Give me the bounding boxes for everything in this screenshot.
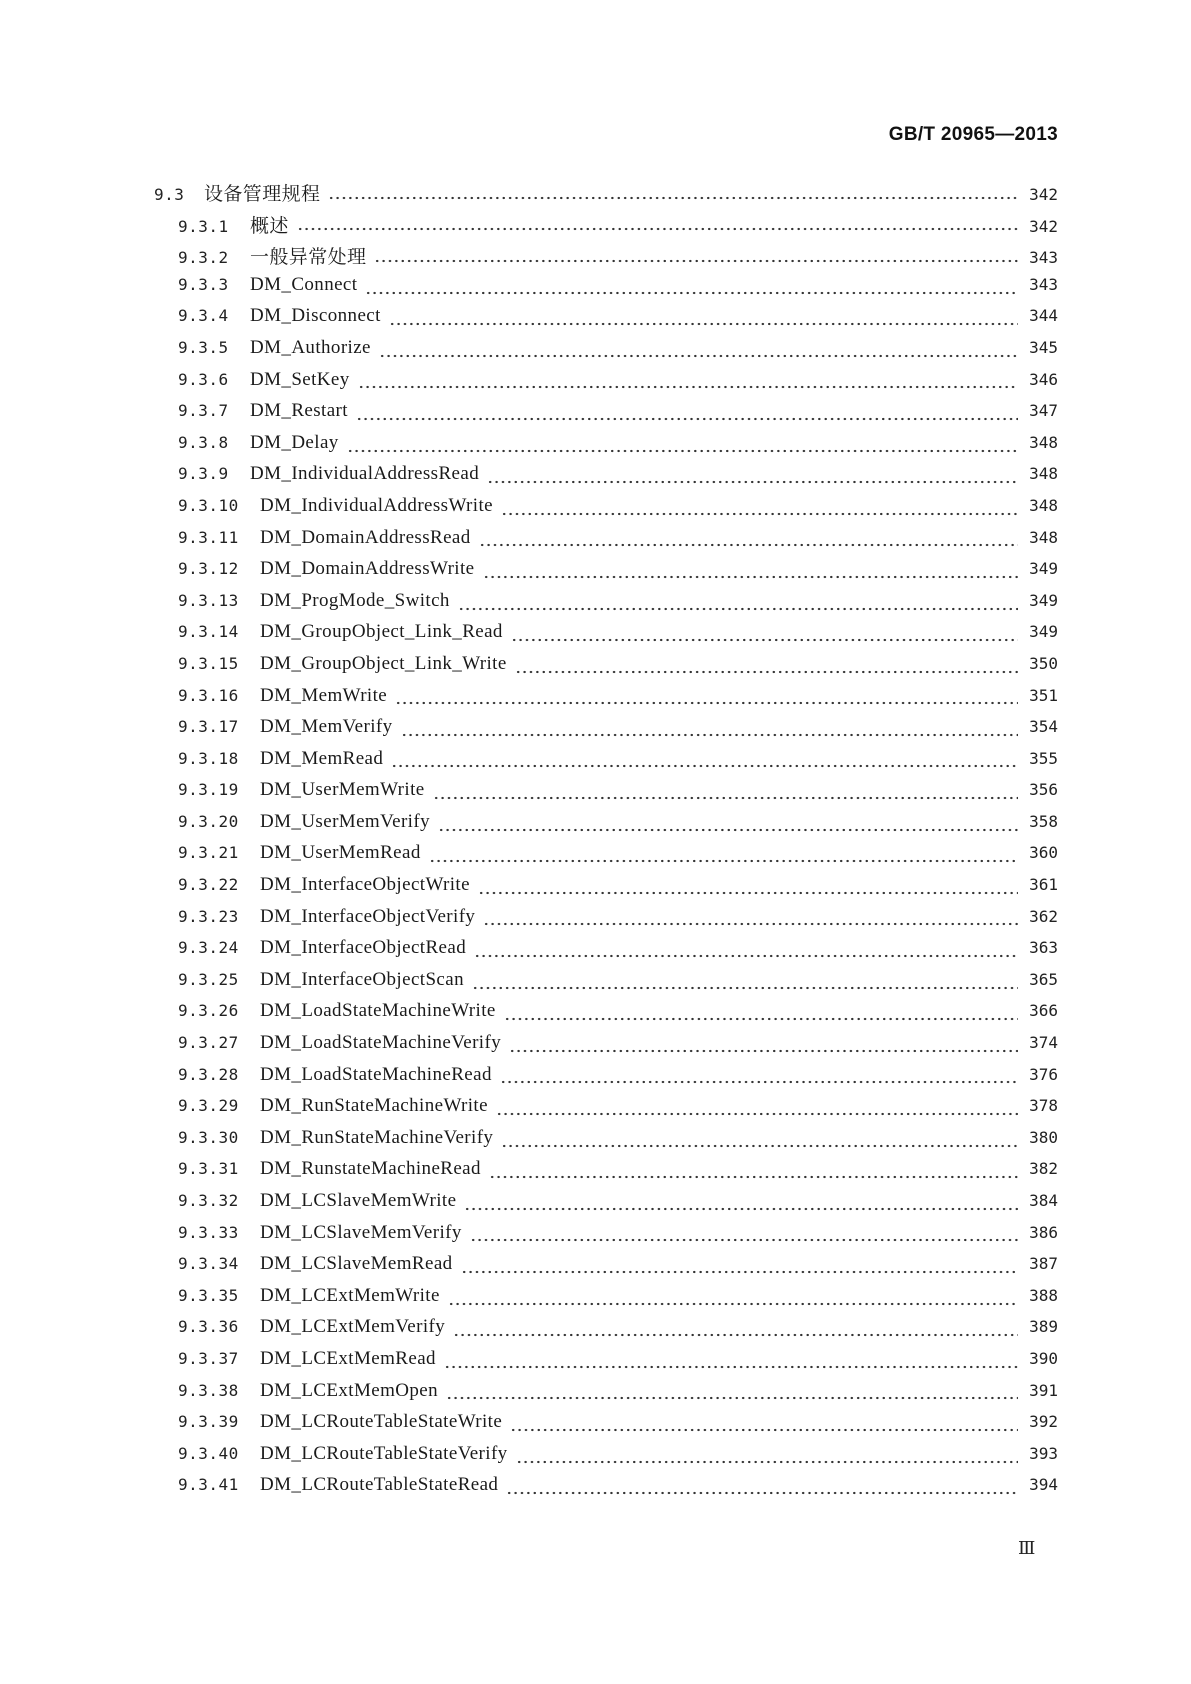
toc-entry-number: 9.3.24: [178, 938, 239, 958]
toc-entry-number: 9.3.32: [178, 1191, 239, 1210]
toc-entry-page: 349: [1029, 622, 1058, 642]
toc-entry-title: DM_Delay: [250, 431, 339, 453]
toc-dot-leader: [516, 1457, 1018, 1467]
toc-dot-leader: [479, 540, 1018, 550]
toc-entry-9-3-2[interactable]: [154, 242, 1058, 274]
toc-entry-number: 9.3.8: [178, 432, 229, 452]
toc-entry-9-3-35[interactable]: [154, 1285, 1058, 1317]
toc-entry-page: 358: [1029, 811, 1058, 831]
toc-entry-title: DM_LCRouteTableStateRead: [260, 1474, 499, 1496]
toc-entry-page: 394: [1029, 1475, 1058, 1495]
toc-entry-title: DM_LCRouteTableStateVerify: [260, 1442, 508, 1464]
toc-entry-9-3-8[interactable]: [154, 432, 1058, 464]
toc-entry-number: 9.3.41: [178, 1475, 239, 1495]
toc-entry-9-3-26[interactable]: [154, 1000, 1058, 1032]
toc-entry-9-3-34[interactable]: [154, 1253, 1058, 1285]
toc-entry-title: DM_Disconnect: [250, 305, 381, 327]
toc-entry-title: DM_Connect: [250, 273, 358, 295]
toc-dot-leader: [506, 1488, 1018, 1498]
toc-entry-title: DM_RunstateMachineRead: [260, 1158, 481, 1180]
toc-entry-page: 360: [1029, 843, 1058, 863]
toc-dot-leader: [365, 288, 1018, 298]
toc-dot-leader: [444, 1362, 1018, 1372]
toc-entry-page: 345: [1029, 337, 1058, 357]
toc-entry-title: DM_IndividualAddressRead: [250, 463, 480, 485]
toc-entry-title: DM_LCSlaveMemWrite: [260, 1190, 457, 1211]
toc-entry-9-3[interactable]: [154, 179, 1058, 211]
page-number: Ⅲ: [1018, 1538, 1036, 1558]
toc-entry-number: 9.3.20: [178, 811, 239, 831]
toc-entry-number: 9.3.10: [178, 495, 239, 515]
toc-entry-title: DM_LCSlaveMemRead: [260, 1253, 453, 1275]
toc-entry-title: 一般异常处理: [250, 247, 367, 269]
toc-dot-leader: [448, 1299, 1018, 1309]
toc-entry-9-3-29[interactable]: [154, 1095, 1058, 1127]
toc-entry-number: 9.3.3: [178, 274, 229, 294]
toc-entry-9-3-40[interactable]: [154, 1443, 1058, 1475]
toc-dot-leader: [509, 1046, 1018, 1056]
toc-entry-number: 9.3.5: [178, 337, 229, 357]
toc-entry-title: DM_UserMemVerify: [260, 810, 430, 832]
toc-entry-page: 392: [1029, 1412, 1058, 1432]
toc-entry-9-3-36[interactable]: [154, 1316, 1058, 1348]
toc-dot-leader: [446, 1393, 1018, 1403]
toc-dot-leader: [510, 1425, 1018, 1435]
toc-entry-page: 355: [1029, 748, 1058, 768]
toc-entry-page: 365: [1029, 969, 1058, 989]
toc-dot-leader: [496, 1109, 1018, 1119]
toc-entry-page: 343: [1029, 274, 1058, 294]
toc-entry-9-3-30[interactable]: [154, 1127, 1058, 1159]
toc-entry-number: 9.3.15: [178, 653, 239, 673]
toc-entry-title: DM_InterfaceObjectRead: [260, 937, 467, 959]
toc-entry-number: 9.3.36: [178, 1317, 239, 1337]
toc-entry-9-3-6[interactable]: [154, 369, 1058, 401]
toc-dot-leader: [458, 604, 1018, 614]
toc-entry-number: 9.3.7: [178, 401, 229, 421]
toc-entry-number: 9.3.29: [178, 1096, 239, 1116]
toc-dot-leader: [501, 509, 1018, 519]
toc-entry-page: 344: [1029, 306, 1058, 326]
toc-dot-leader: [438, 825, 1018, 835]
toc-entry-page: 387: [1029, 1254, 1058, 1274]
toc-entry-number: 9.3.9: [178, 464, 229, 484]
toc-dot-leader: [504, 1014, 1018, 1024]
toc-entry-number: 9.3.38: [178, 1380, 239, 1400]
toc-entry-page: 389: [1029, 1317, 1058, 1337]
toc-entry-number: 9.3.35: [178, 1285, 239, 1305]
toc-entry-title: DM_LCExtMemRead: [260, 1347, 436, 1369]
toc-entry-title: DM_LoadStateMachineRead: [260, 1063, 492, 1085]
toc-entry-title: DM_DomainAddressRead: [260, 526, 471, 548]
toc-entry-title: DM_LCSlaveMemVerify: [260, 1221, 462, 1243]
toc-entry-page: 378: [1029, 1096, 1058, 1116]
toc-entry-number: 9.3.34: [178, 1254, 239, 1274]
toc-entry-9-3-1[interactable]: [154, 211, 1058, 243]
toc-entry-number: 9.3.26: [178, 1001, 239, 1021]
toc-dot-leader: [461, 1267, 1018, 1277]
toc-entry-number: 9.3.33: [178, 1222, 239, 1242]
toc-entry-number: 9.3.40: [178, 1443, 239, 1463]
toc-entry-number: 9.3.4: [178, 306, 229, 326]
toc-entry-number: 9.3.21: [178, 843, 239, 863]
toc-entry-number: 9.3.17: [178, 717, 239, 737]
toc-dot-leader: [483, 572, 1019, 582]
toc-entry-number: 9.3.16: [178, 685, 239, 705]
toc-dot-leader: [395, 698, 1018, 708]
toc-entry-number: 9.3.28: [178, 1064, 239, 1084]
toc-entry-title: DM_LoadStateMachineWrite: [260, 1000, 496, 1022]
toc-entry-title: DM_LCExtMemOpen: [260, 1379, 439, 1401]
toc-entry-title: 设备管理规程: [204, 184, 321, 205]
toc-entry-number: 9.3.2: [178, 248, 229, 268]
toc-entry-title: DM_LCRouteTableStateWrite: [260, 1411, 503, 1433]
toc-entry-page: 366: [1029, 1001, 1058, 1021]
toc-dot-leader: [515, 667, 1018, 677]
toc-entry-number: 9.3.37: [178, 1348, 239, 1368]
toc-entry-number: 9.3.6: [178, 369, 229, 389]
toc-entry-number: 9.3: [154, 185, 185, 204]
toc-entry-page: 361: [1029, 875, 1058, 895]
toc-entry-number: 9.3.13: [178, 590, 239, 610]
toc-entry-number: 9.3.23: [178, 906, 239, 926]
toc-entry-title: DM_SetKey: [250, 368, 350, 390]
toc-entry-title: DM_RunStateMachineVerify: [260, 1126, 494, 1148]
toc-entry-title: DM_LCExtMemWrite: [260, 1284, 440, 1306]
toc-entry-title: DM_UserMemWrite: [260, 779, 425, 801]
toc-entry-9-3-19[interactable]: [154, 779, 1058, 811]
toc-entry-title: DM_Restart: [250, 400, 348, 422]
toc-entry-title: DM_GroupObject_Link_Read: [260, 621, 503, 643]
toc-entry-9-3-3[interactable]: [154, 274, 1058, 306]
toc-entry-title: DM_InterfaceObjectWrite: [260, 874, 470, 896]
toc-entry-page: 349: [1029, 559, 1058, 579]
toc-entry-title: DM_UserMemRead: [260, 842, 421, 864]
toc-entry-page: 363: [1029, 938, 1058, 958]
toc-entry-title: DM_Authorize: [250, 336, 371, 358]
toc-dot-leader: [474, 951, 1018, 961]
toc-entry-title: DM_MemRead: [260, 747, 384, 769]
toc-entry-page: 386: [1029, 1222, 1058, 1242]
toc-dot-leader: [489, 1172, 1018, 1182]
toc-entry-9-3-5[interactable]: [154, 337, 1058, 369]
toc-entry-9-3-23[interactable]: [154, 906, 1058, 938]
toc-entry-number: 9.3.22: [178, 875, 239, 895]
toc-entry-title: DM_MemWrite: [260, 684, 388, 706]
toc-entry-page: 343: [1029, 248, 1058, 268]
toc-entry-page: 391: [1029, 1380, 1058, 1400]
toc-entry-page: 348: [1029, 495, 1058, 515]
toc-entry-page: 382: [1029, 1159, 1058, 1179]
toc-dot-leader: [501, 1141, 1018, 1151]
toc-dot-leader: [374, 256, 1018, 266]
toc-entry-9-3-9[interactable]: [154, 463, 1058, 495]
toc-entry-page: 354: [1029, 717, 1058, 737]
toc-entry-title: DM_LoadStateMachineVerify: [260, 1032, 502, 1054]
toc-entry-9-3-33[interactable]: [154, 1222, 1058, 1254]
toc-entry-title: 概述: [250, 215, 289, 237]
toc-dot-leader: [483, 919, 1018, 929]
toc-entry-page: 347: [1029, 401, 1058, 421]
toc-dot-leader: [433, 793, 1018, 803]
toc-entry-page: 348: [1029, 432, 1058, 452]
toc-entry-page: 384: [1029, 1191, 1058, 1210]
toc-dot-leader: [500, 1077, 1018, 1087]
toc-entry-page: 346: [1029, 369, 1058, 389]
toc-entry-page: 390: [1029, 1348, 1058, 1368]
toc-dot-leader: [511, 635, 1018, 645]
toc-entry-number: 9.3.18: [178, 748, 239, 768]
toc-entry-9-3-16[interactable]: [154, 685, 1058, 717]
toc-entry-9-3-28[interactable]: [154, 1064, 1058, 1096]
toc-entry-page: 380: [1029, 1127, 1058, 1147]
toc-entry-page: 348: [1029, 527, 1058, 547]
toc-dot-leader: [297, 224, 1018, 234]
toc-entry-page: 351: [1029, 685, 1058, 705]
toc-dot-leader: [464, 1204, 1018, 1214]
toc-dot-leader: [478, 888, 1018, 898]
toc-entry-9-3-38[interactable]: [154, 1380, 1058, 1412]
toc-entry-page: 356: [1029, 780, 1058, 800]
toc-entry-9-3-4[interactable]: [154, 305, 1058, 337]
toc-entry-9-3-25[interactable]: [154, 969, 1058, 1001]
toc-entry-title: DM_LCExtMemVerify: [260, 1316, 446, 1338]
table-of-contents: [154, 179, 1058, 1506]
toc-entry-page: 362: [1029, 906, 1058, 926]
toc-entry-title: DM_MemVerify: [260, 716, 393, 738]
toc-dot-leader: [391, 761, 1018, 771]
toc-dot-leader: [429, 856, 1018, 866]
toc-entry-number: 9.3.14: [178, 622, 239, 642]
toc-entry-9-3-22[interactable]: [154, 874, 1058, 906]
toc-dot-leader: [328, 193, 1018, 203]
toc-dot-leader: [389, 319, 1018, 329]
toc-entry-page: 376: [1029, 1064, 1058, 1084]
toc-entry-number: 9.3.31: [178, 1159, 239, 1179]
toc-entry-9-3-31[interactable]: [154, 1158, 1058, 1190]
toc-entry-page: 388: [1029, 1285, 1058, 1305]
toc-entry-number: 9.3.19: [178, 780, 239, 800]
toc-entry-number: 9.3.12: [178, 559, 239, 579]
toc-entry-9-3-12[interactable]: [154, 558, 1058, 590]
standard-code-header: GB/T 20965—2013: [888, 124, 1058, 145]
toc-dot-leader: [487, 477, 1018, 487]
toc-entry-9-3-11[interactable]: [154, 527, 1058, 559]
toc-entry-number: 9.3.25: [178, 969, 239, 989]
toc-entry-title: DM_IndividualAddressWrite: [260, 494, 493, 516]
toc-dot-leader: [347, 446, 1018, 456]
toc-entry-9-3-13[interactable]: [154, 590, 1058, 622]
toc-dot-leader: [358, 382, 1018, 392]
toc-dot-leader: [356, 414, 1018, 424]
toc-entry-title: DM_InterfaceObjectVerify: [260, 905, 476, 927]
toc-entry-9-3-41[interactable]: [154, 1474, 1058, 1506]
toc-entry-9-3-37[interactable]: [154, 1348, 1058, 1380]
toc-entry-number: 9.3.39: [178, 1412, 239, 1432]
toc-entry-number: 9.3.27: [178, 1033, 239, 1053]
toc-dot-leader: [470, 1235, 1018, 1245]
toc-entry-9-3-21[interactable]: [154, 842, 1058, 874]
toc-entry-number: 9.3.1: [178, 216, 229, 236]
toc-entry-number: 9.3.11: [178, 527, 239, 547]
toc-entry-9-3-39[interactable]: [154, 1411, 1058, 1443]
toc-entry-title: DM_ProgMode_Switch: [260, 589, 450, 611]
toc-dot-leader: [453, 1330, 1018, 1340]
toc-entry-9-3-27[interactable]: [154, 1032, 1058, 1064]
toc-entry-page: 374: [1029, 1033, 1058, 1053]
toc-entry-number: 9.3.30: [178, 1127, 239, 1147]
toc-entry-title: DM_RunStateMachineWrite: [260, 1095, 488, 1117]
toc-entry-9-3-17[interactable]: [154, 716, 1058, 748]
toc-dot-leader: [472, 983, 1018, 993]
toc-entry-title: DM_GroupObject_Link_Write: [260, 652, 507, 674]
toc-entry-page: 349: [1029, 590, 1058, 610]
toc-entry-title: DM_InterfaceObjectScan: [260, 968, 464, 990]
toc-entry-page: 350: [1029, 653, 1058, 673]
toc-entry-page: 342: [1029, 185, 1058, 204]
toc-entry-9-3-10[interactable]: [154, 495, 1058, 527]
toc-entry-9-3-18[interactable]: [154, 748, 1058, 780]
toc-dot-leader: [379, 351, 1018, 361]
toc-entry-page: 342: [1029, 216, 1058, 236]
toc-entry-9-3-32[interactable]: [154, 1190, 1058, 1222]
toc-entry-9-3-7[interactable]: [154, 400, 1058, 432]
toc-dot-leader: [401, 730, 1018, 740]
toc-entry-9-3-24[interactable]: [154, 937, 1058, 969]
toc-entry-9-3-15[interactable]: [154, 653, 1058, 685]
toc-entry-9-3-20[interactable]: [154, 811, 1058, 843]
toc-entry-title: DM_DomainAddressWrite: [260, 558, 475, 580]
toc-entry-page: 393: [1029, 1443, 1058, 1463]
toc-entry-page: 348: [1029, 464, 1058, 484]
toc-entry-9-3-14[interactable]: [154, 621, 1058, 653]
